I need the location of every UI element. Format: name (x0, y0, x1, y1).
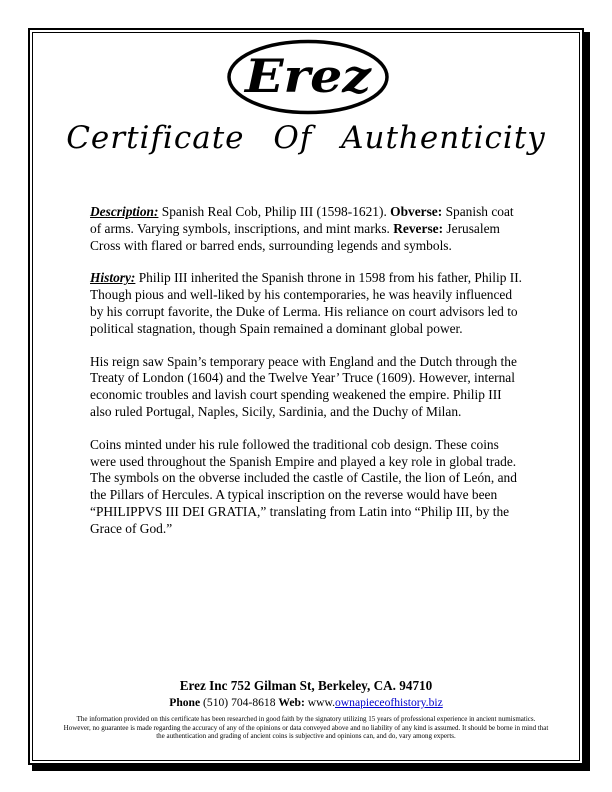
footer-contact (40, 696, 572, 709)
history-paragraph-3 (90, 437, 526, 538)
website-link[interactable]: ownapieceofhistory.biz (335, 696, 443, 709)
phone-number: (510) 704-8618 (200, 696, 279, 709)
phone-label: Phone (169, 696, 201, 709)
history-text: Philip III inherited the Spanish throne in 1598 from his father, Philip II. Though pious and well-liked by his contemporaries, he was heavily influenced by his corrupt favorite, the Duke of Lerma. His reliance on court advisors led to political stagnation, though Spain remained a dominant global power. (90, 270, 523, 336)
reverse-label: Reverse: (393, 220, 444, 236)
erez-logo (224, 38, 392, 116)
obverse-label: Obverse: (390, 204, 443, 219)
footer (40, 678, 572, 741)
web-label: Web: (278, 696, 305, 709)
history-text-3: Coins minted under his rule followed the traditional cob design. These coins were used throughout the Spanish Empire and played a key role in global trade. The symbols on the obverse included the castle of Castile, the lion of León, and the Pillars of Hercules. A typical inscription on the reverse would have been “PHILIPPVS III DEI GRATIA,” translating from Latin into “Philip III, by the Grace of God.” (90, 436, 517, 536)
reverse-text: Jerusalem Cross with flared or barred ends, surrounding legends and symbols. (90, 220, 500, 253)
document-body (90, 204, 526, 554)
history-paragraph-1 (90, 270, 526, 337)
description-text: Spanish Real Cob, Philip III (1598-1621). (158, 204, 391, 219)
web-prefix: www. (304, 696, 335, 709)
footer-address: Erez Inc 752 Gilman St, Berkeley, CA. 94710 (179, 678, 433, 693)
certificate-title: Certificate Of Authenticity (66, 120, 546, 156)
logo-text: Erez (242, 49, 372, 103)
disclaimer-line-1: The information provided on this certificate has been researched in good faith by the signatory utilizing 15 years of professional experience in ancient numismatics. (76, 715, 536, 723)
history-paragraph-2 (90, 354, 526, 421)
description-paragraph (90, 204, 526, 254)
disclaimer-line-2: However, no guarantee is made regarding the accuracy of any of the opinions or data conveyed above and no liability of any kind is assumed. It should be borne in mind that (63, 723, 549, 732)
history-text-2: His reign saw Spain’s temporary peace with England and the Dutch through the Treaty of London (1604) and the Twelve Year’ Truce (1609). However, internal economic troubles and lavish court spending weakened the empire. Philip III also ruled Portugal, Naples, Sicily, Sardinia, and the Duchy of Milan. (90, 353, 517, 419)
disclaimer (40, 715, 572, 741)
obverse-text: Spanish coat of arms. Varying symbols, inscriptions, and mint marks. (90, 204, 514, 236)
history-label: History: (90, 270, 136, 286)
description-label: Description: (90, 204, 159, 219)
disclaimer-line-3: the authentication and grading of ancient coins is subjective and opinions can, and do, vary among experts. (156, 732, 456, 741)
